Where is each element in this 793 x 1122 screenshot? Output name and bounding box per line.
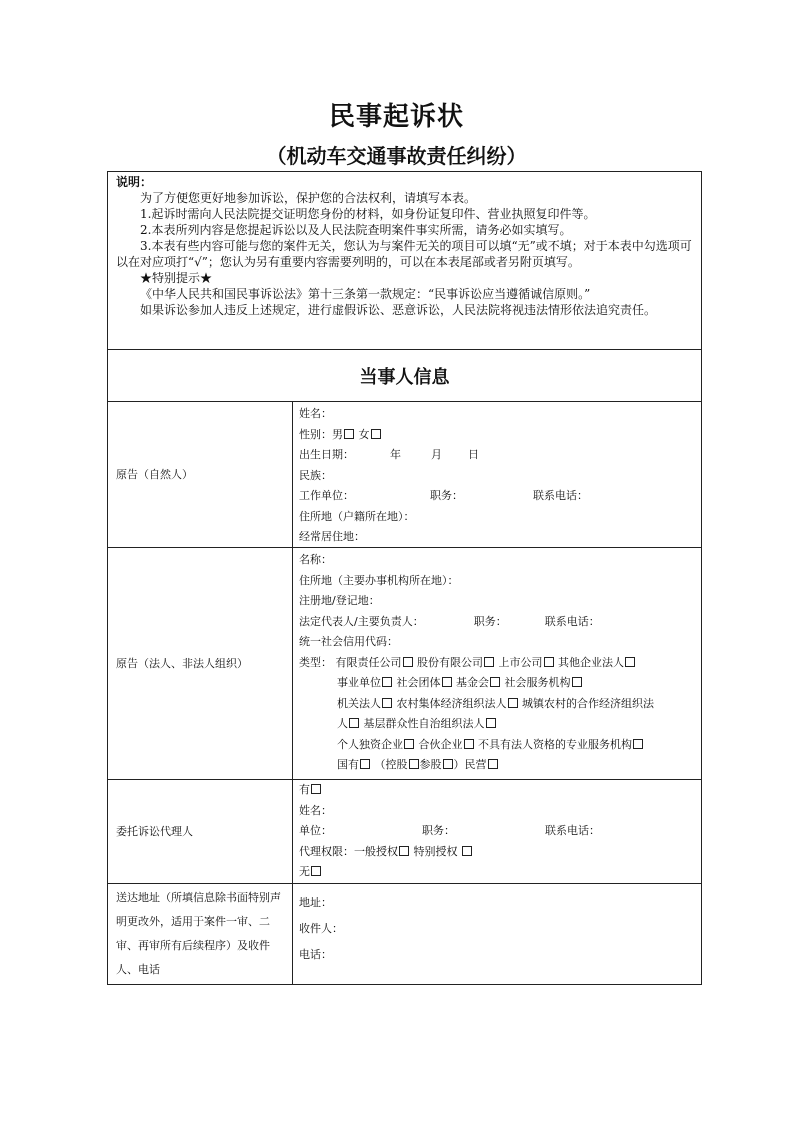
agent-fields	[293, 780, 701, 883]
org-type-line-2	[299, 673, 695, 694]
org-type-line-3	[299, 694, 695, 715]
type-option-label: 基金会	[456, 676, 489, 689]
residence-field[interactable]: 经常居住地：	[299, 530, 365, 543]
type-option-label: 不具有法人资格的专业服务机构	[478, 737, 632, 751]
document-subtitle: （机动车交通事故责任纠纷）	[266, 144, 527, 168]
sole-proprietor-checkbox[interactable]	[404, 739, 414, 749]
general-authority-label: 代理权限：一般授权	[299, 844, 398, 858]
document-title: 民事起诉状	[328, 102, 464, 132]
type-option-label: 基层群众性自治组织法人	[363, 717, 485, 730]
plaintiff-natural-row	[108, 402, 701, 548]
phone-label: 联系电话：	[533, 489, 588, 502]
instruction-line: 如果诉讼参加人违反上述规定，进行虚假诉讼、恶意诉讼，人民法院将视违法情形依法追究责任。	[140, 303, 657, 317]
type-option-label: 农村集体经济组织法人	[396, 696, 507, 710]
service-phone-field[interactable]: 电话：	[299, 948, 332, 961]
instructions-block	[108, 172, 701, 350]
male-checkbox[interactable]	[344, 429, 354, 439]
org-type-line-6	[299, 755, 695, 776]
position-label: 职务：	[430, 489, 463, 502]
instruction-line: 为了方便您更好地参加诉讼，保护您的合法权利，请填写本表。	[140, 191, 477, 205]
position-label: 职务：	[422, 824, 455, 837]
type-option-label: 有限责任公司	[335, 655, 402, 669]
org-address-field[interactable]: 住所地（主要办事机构所在地）：	[299, 573, 459, 587]
year-label: 年	[390, 448, 401, 461]
agent-none-option	[299, 862, 695, 883]
instructions-label: 说明：	[116, 175, 153, 189]
type-option-label: 社会团体	[396, 676, 441, 689]
joint-stock-checkbox[interactable]	[484, 657, 494, 667]
type-label: 类型：	[299, 655, 332, 669]
type-option-label: 合伙企业	[418, 737, 463, 751]
partnership-checkbox[interactable]	[464, 739, 474, 749]
type-option-label: 股份有限公司	[417, 655, 483, 669]
type-option-label: 城镇农村的合作经济组织法	[522, 696, 654, 710]
org-type-line-1	[299, 653, 695, 674]
day-label: 日	[468, 448, 479, 461]
employer-label: 工作单位：	[299, 489, 354, 502]
instruction-line: 3.本表有些内容可能与您的案件无关，您认为与案件无关的项目可以填“无”或不填；对于本表中勾选项可以在对应项打“√”；您认为另有重要内容需要列明的，可以在本表尾部或者另附页填写。	[116, 239, 692, 269]
other-enterprise-checkbox[interactable]	[625, 657, 635, 667]
public-institution-checkbox[interactable]	[382, 677, 392, 687]
government-checkbox[interactable]	[382, 698, 392, 708]
month-label: 月	[431, 448, 442, 461]
registered-place-field[interactable]: 注册地/登记地：	[299, 594, 380, 607]
type-option-label: 个人独资企业	[337, 737, 403, 751]
instruction-line: 2.本表所列内容是您提起诉讼以及人民法院查明案件事实所需，请务必如实填写。	[140, 223, 572, 237]
cooperative-checkbox[interactable]	[349, 718, 359, 728]
service-address-label: 送达地址（所填信息除书面特别声明更改外，适用于案件一审、二审、再审所有后续程序）及收件人、电话	[108, 884, 293, 984]
type-option-label: 机关法人	[337, 696, 381, 710]
social-group-checkbox[interactable]	[442, 677, 452, 687]
agent-authority-field	[299, 842, 695, 863]
type-option-label: 社会服务机构	[504, 676, 571, 689]
type-option-label: 参股	[419, 758, 442, 771]
gender-female-label: 女	[358, 427, 370, 441]
special-authority-checkbox[interactable]	[462, 846, 472, 856]
org-type-line-5	[299, 735, 695, 756]
employer-field[interactable]	[299, 486, 695, 507]
agent-label: 委托诉讼代理人	[108, 780, 293, 883]
legal-rep-label: 法定代表人/主要负责人：	[299, 614, 424, 628]
phone-label: 联系电话：	[544, 614, 600, 628]
legal-rep-field[interactable]	[299, 612, 695, 633]
agent-unit-field[interactable]	[299, 821, 695, 842]
type-option-label: ）民营	[453, 758, 487, 771]
instruction-line: 《中华人民共和国民事诉讼法》第十三条第一款规定：“民事诉讼应当遵循诚信原则。”	[140, 287, 591, 301]
listed-checkbox[interactable]	[544, 657, 554, 667]
holding-checkbox[interactable]	[409, 759, 419, 769]
domicile-field[interactable]: 住所地（户籍所在地）：	[299, 509, 415, 523]
type-option-label: 上市公司	[498, 655, 543, 669]
plaintiff-legal-label: 原告（法人、非法人组织）	[108, 548, 293, 779]
gender-field	[299, 425, 695, 446]
birth-date-label: 出生日期：	[299, 448, 354, 461]
name-field[interactable]: 姓名：	[299, 407, 332, 420]
non-legal-service-checkbox[interactable]	[633, 739, 643, 749]
state-owned-checkbox[interactable]	[360, 759, 370, 769]
minority-checkbox[interactable]	[443, 759, 453, 769]
type-option-label: 其他企业法人	[558, 655, 624, 669]
agent-has-label: 有	[299, 783, 310, 796]
birth-date-field[interactable]	[299, 445, 695, 466]
special-authority-label: 特别授权	[413, 844, 458, 858]
general-authority-checkbox[interactable]	[399, 846, 409, 856]
social-service-checkbox[interactable]	[572, 677, 582, 687]
recipient-field[interactable]: 收件人：	[299, 922, 343, 935]
agent-has-option	[299, 780, 695, 801]
agent-has-checkbox[interactable]	[311, 784, 321, 794]
position-label: 职务：	[473, 614, 507, 628]
instruction-line: 1.起诉时需向人民法院提交证明您身份的材料，如身份证复印件、营业执照复印件等。	[140, 207, 596, 221]
llc-checkbox[interactable]	[403, 657, 413, 667]
agent-none-checkbox[interactable]	[311, 866, 321, 876]
type-option-label: 人	[337, 717, 348, 730]
female-checkbox[interactable]	[371, 429, 381, 439]
address-field[interactable]: 地址：	[299, 896, 332, 909]
type-option-label: 国有	[337, 758, 359, 771]
org-type-line-4	[299, 714, 695, 735]
ethnicity-field[interactable]: 民族：	[299, 468, 332, 482]
private-checkbox[interactable]	[488, 759, 498, 769]
unit-label: 单位：	[299, 824, 332, 837]
section-title: 当事人信息	[108, 350, 701, 402]
plaintiff-legal-row	[108, 548, 701, 780]
credit-code-field[interactable]: 统一社会信用代码：	[299, 635, 398, 648]
phone-label: 联系电话：	[545, 824, 600, 837]
service-address-row	[108, 884, 701, 984]
grassroots-checkbox[interactable]	[486, 718, 496, 728]
gender-male-label: 性别：男	[299, 427, 343, 441]
agent-none-label: 无	[299, 865, 310, 878]
plaintiff-natural-label: 原告（自然人）	[108, 402, 293, 547]
foundation-checkbox[interactable]	[490, 677, 500, 687]
org-name-field[interactable]: 名称：	[299, 553, 332, 566]
type-option-label: 事业单位	[337, 676, 381, 689]
agent-name-field[interactable]: 姓名：	[299, 803, 332, 817]
rural-collective-checkbox[interactable]	[508, 698, 518, 708]
type-option-label: （控股	[374, 758, 408, 771]
service-address-fields	[293, 884, 701, 984]
plaintiff-natural-fields	[293, 402, 701, 547]
plaintiff-legal-fields	[293, 548, 701, 779]
agent-row	[108, 780, 701, 884]
special-notice-heading: ★特别提示★	[140, 271, 213, 285]
complaint-form	[107, 171, 702, 985]
